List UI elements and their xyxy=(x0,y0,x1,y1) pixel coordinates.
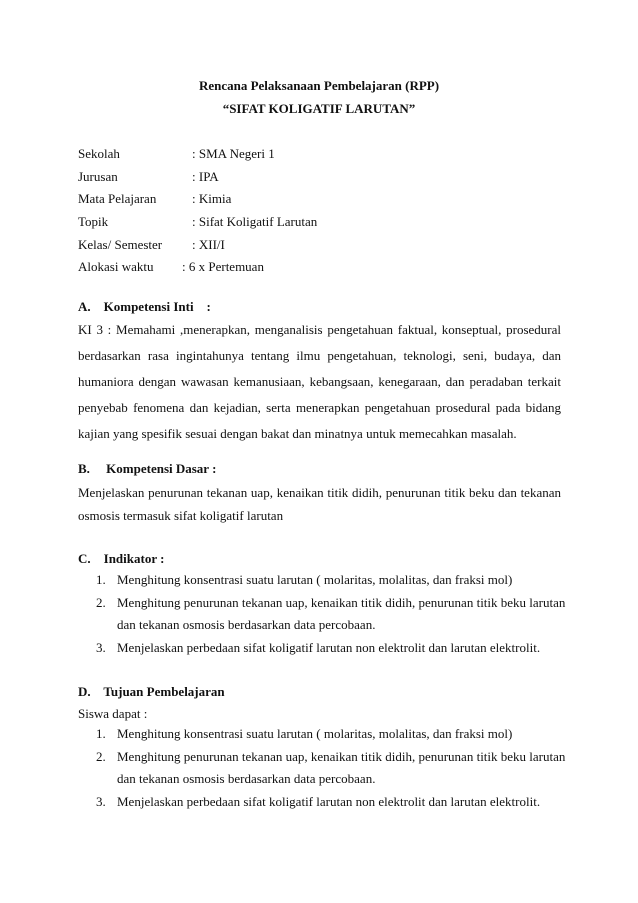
section-b-heading: B. Kompetensi Dasar : xyxy=(78,461,217,476)
info-value-mata-pelajaran: : Kimia xyxy=(192,191,232,206)
section-d-intro: Siswa dapat : xyxy=(78,706,148,721)
info-label-mata-pelajaran: Mata Pelajaran xyxy=(78,191,157,206)
list-item: 1. Menghitung konsentrasi suatu larutan ( molaritas, molalitas, dan fraksi mol) xyxy=(96,572,513,587)
info-value-topik: : Sifat Koligatif Larutan xyxy=(192,214,318,229)
list-item: 1. Menghitung konsentrasi suatu larutan ( molaritas, molalitas, dan fraksi mol) xyxy=(96,726,513,741)
info-label-jurusan: Jurusan xyxy=(78,169,118,184)
info-label-kelas-semester: Kelas/ Semester xyxy=(78,237,163,252)
list-item: 2. Menghitung penurunan tekanan uap, kenaikan titik didih, penurunan titik beku larutan dan tekanan osmosis berdasarkan data percobaan. xyxy=(96,594,566,632)
info-label-alokasi-waktu: Alokasi waktu xyxy=(78,259,154,274)
list-item: 3. Menjelaskan perbedaan sifat koligatif larutan non elektrolit dan larutan elektrolit. xyxy=(96,639,541,655)
list-item: 3. Menjelaskan perbedaan sifat koligatif larutan non elektrolit dan larutan elektrolit. xyxy=(96,793,541,809)
info-value-sekolah: : SMA Negeri 1 xyxy=(192,146,275,161)
indikator-list xyxy=(96,569,566,659)
section-c-heading: C. Indikator : xyxy=(78,551,165,566)
list-item: 2. Menghitung penurunan tekanan uap, kenaikan titik didih, penurunan titik beku larutan dan tekanan osmosis berdasarkan data percobaan. xyxy=(96,748,566,786)
info-label-sekolah: Sekolah xyxy=(78,146,120,161)
section-d-heading: D. Tujuan Pembelajaran xyxy=(78,684,225,699)
section-a-text: KI 3 : Memahami ,menerapkan, menganalisis pengetahuan faktual, konseptual, prosedural berdasarkan rasa ingintahunya tentang ilmu pengetahuan, teknologi, seni, budaya, dan humaniora dengan wawasan kemanusiaan, kebangsaan, kenegaraan, dan peradaban terkait penyebab fenomena dan kejadian, serta menerapkan pengetahuan prosedural pada bidang kajian yang spesifik sesuai dengan bakat dan minatnya untuk memecahkan masalah. xyxy=(78,322,561,441)
section-b-text: Menjelaskan penurunan tekanan uap, kenaikan titik didih, penurunan titik beku dan tekanan osmosis termasuk sifat koligatif larutan xyxy=(78,485,561,523)
info-value-alokasi-waktu: : 6 x Pertemuan xyxy=(182,259,264,274)
info-value-jurusan: : IPA xyxy=(192,169,219,184)
document-title: Rencana Pelaksanaan Pembelajaran (RPP) xyxy=(198,78,440,93)
tujuan-list xyxy=(96,723,566,813)
section-a-heading: A. Kompetensi Inti : xyxy=(78,299,211,314)
document-subtitle: “SIFAT KOLIGATIF LARUTAN” xyxy=(222,101,416,116)
info-label-topik: Topik xyxy=(78,214,109,229)
info-value-kelas-semester: : XII/I xyxy=(192,237,225,252)
